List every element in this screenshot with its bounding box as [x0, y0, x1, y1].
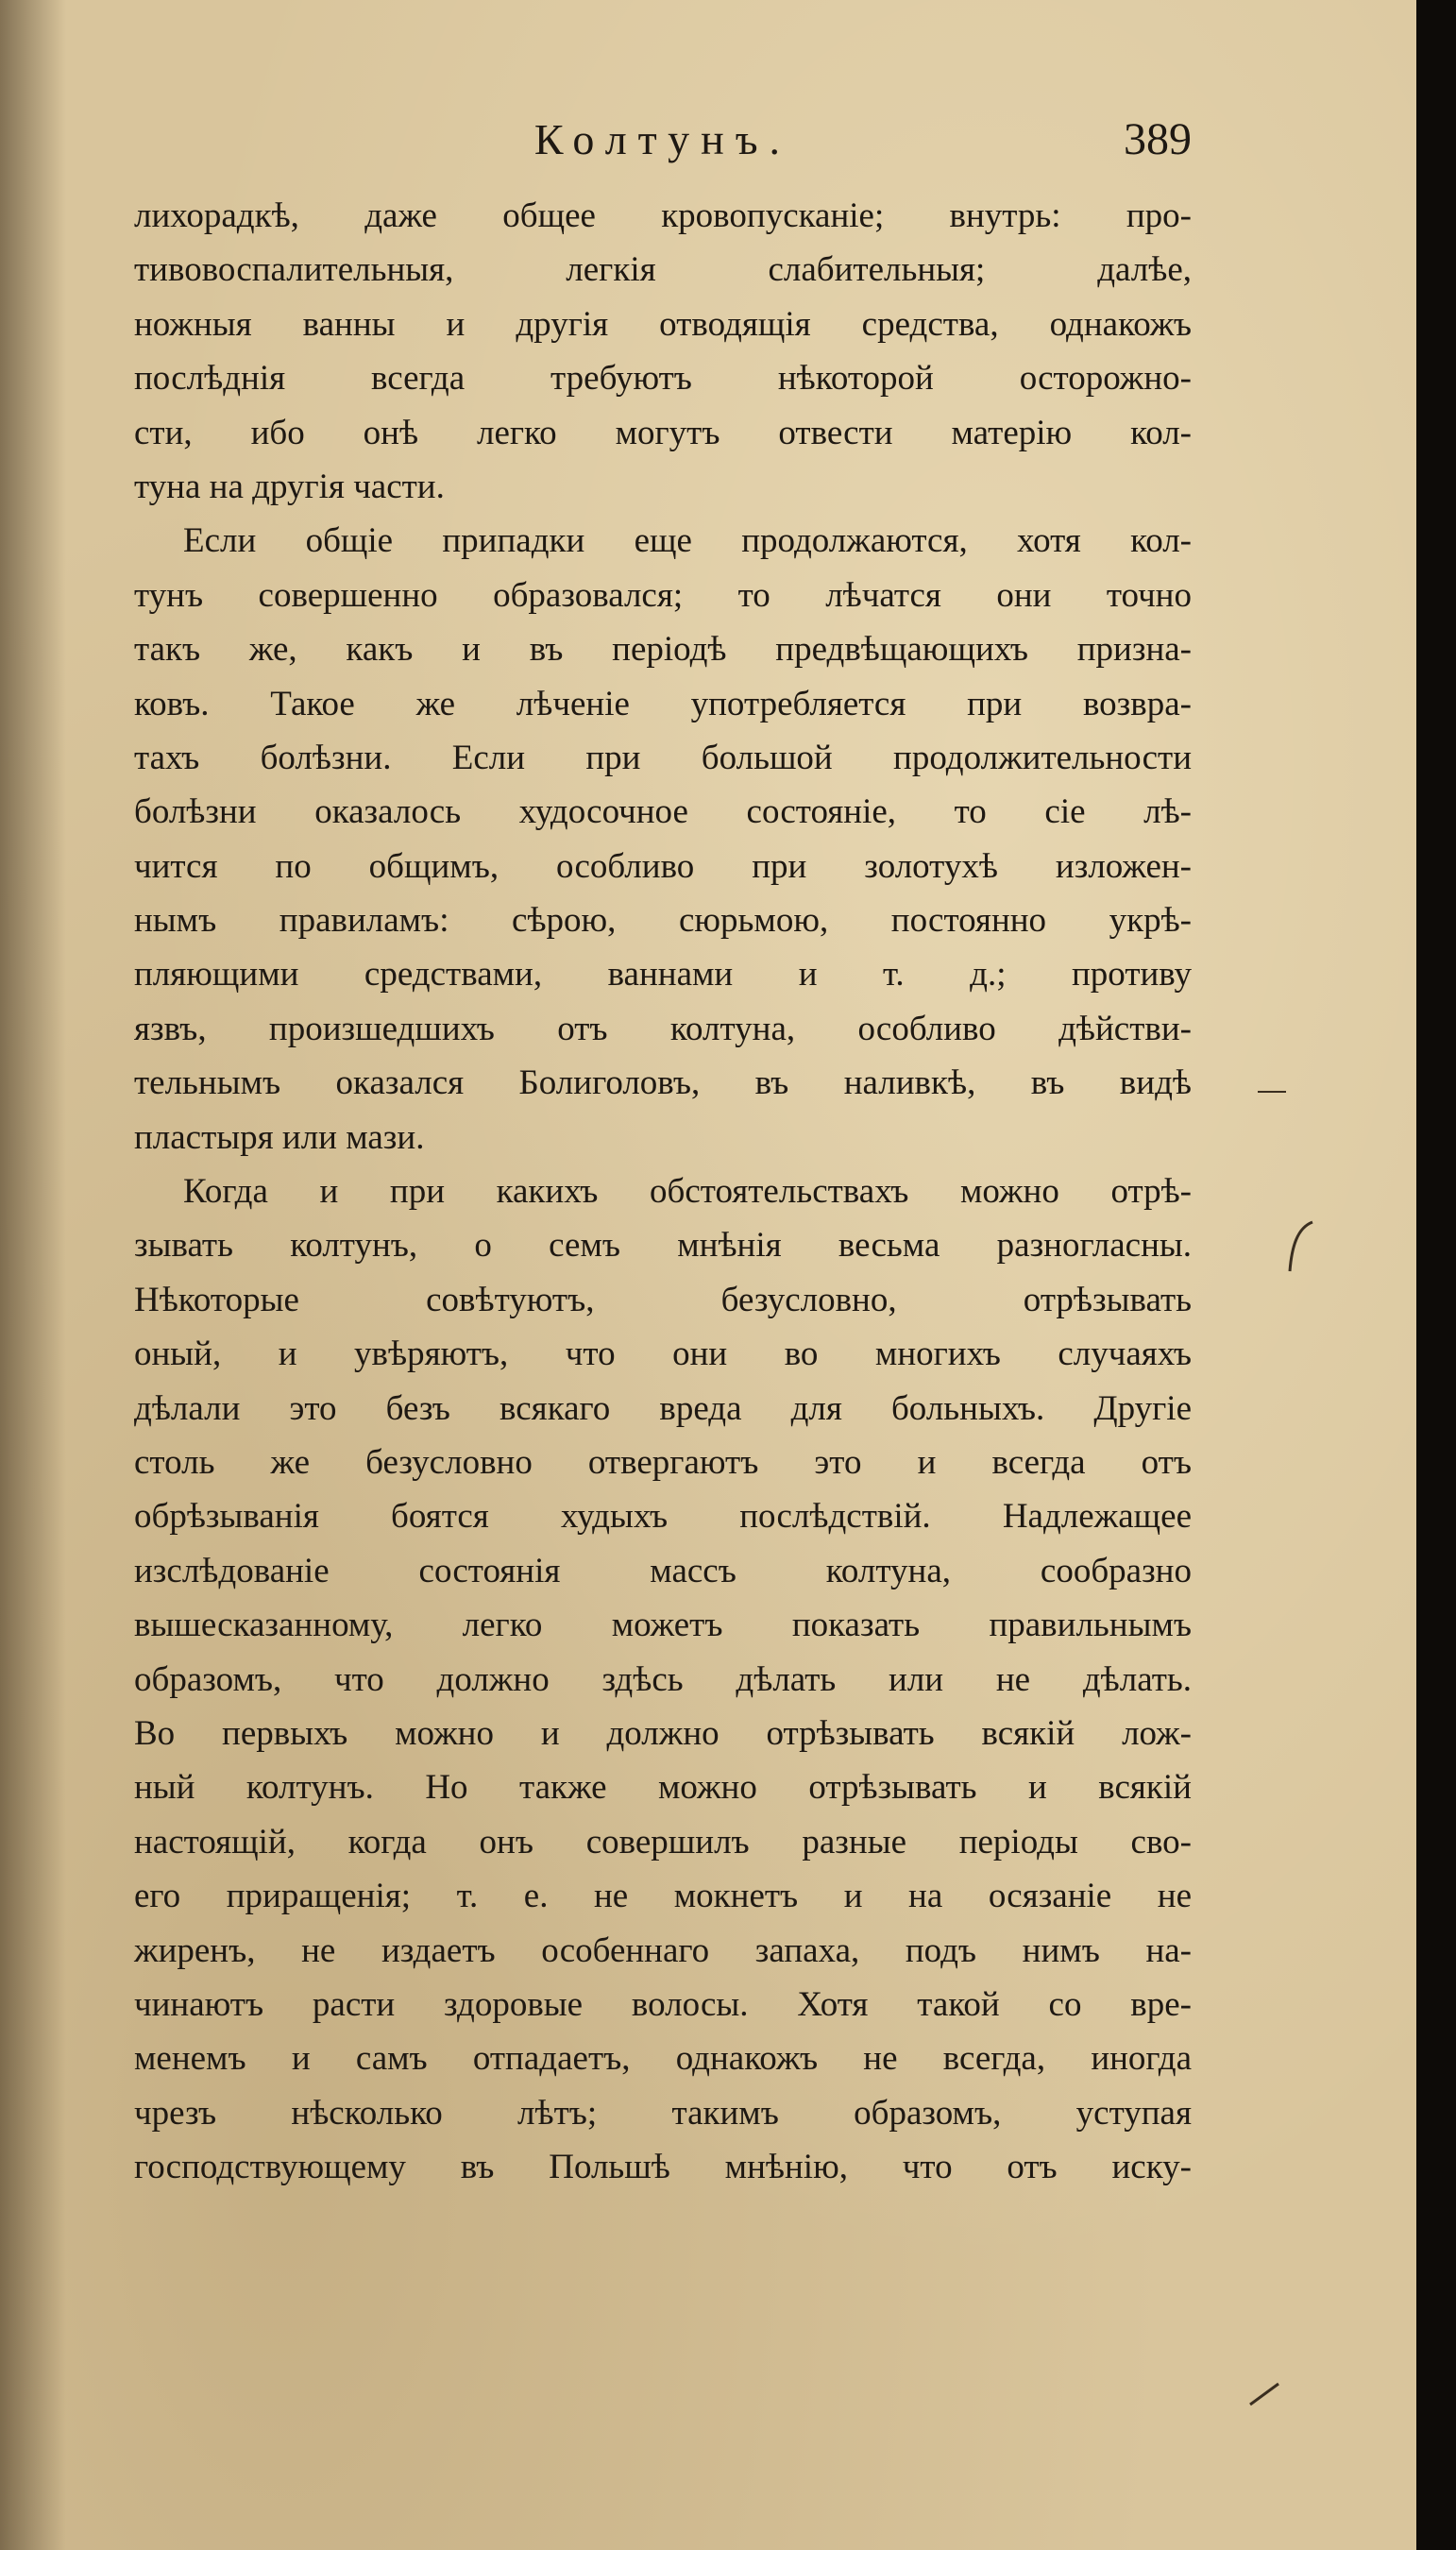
text-line: его приращенія; т. е. не мокнетъ и на осязаніе не: [134, 1877, 1192, 1916]
binding-gutter-shadow: [0, 0, 66, 2550]
margin-pencil-mark: [1256, 1086, 1288, 1097]
text-line: Если общіе припадки еще продолжаются, хотя кол-: [183, 521, 1192, 561]
text-line: настоящій, когда онъ совершилъ разные періоды сво-: [134, 1822, 1192, 1862]
text-line: господствующему въ Польшѣ мнѣнію, что отъ иску-: [134, 2148, 1192, 2187]
page-header: [134, 111, 1192, 168]
text-line: обрѣзыванія боятся худыхъ послѣдствій. Надлежащее: [134, 1497, 1192, 1537]
text-line: жиренъ, не издаетъ особеннаго запаха, подъ нимъ на-: [134, 1930, 1192, 1970]
running-title: Колтунъ.: [533, 115, 792, 163]
body-text: [134, 189, 1192, 2194]
margin-pencil-mark: [1284, 1218, 1322, 1275]
page-number: 389: [1124, 114, 1192, 164]
text-line: туна на другія части.: [134, 467, 445, 506]
text-line: тахъ болѣзни. Если при большой продолжительности: [134, 738, 1192, 777]
text-line: язвъ, произшедшихъ отъ колтуна, особливо дѣйстви-: [134, 1009, 1192, 1048]
text-line: послѣднія всегда требуютъ нѣкоторой осторожно-: [134, 359, 1192, 399]
paragraph-3: [134, 1164, 1192, 2194]
text-line: образомъ, что должно здѣсь дѣлать или не дѣлать.: [134, 1659, 1192, 1699]
text-line: чится по общимъ, особливо при золотухѣ изложен-: [134, 846, 1192, 886]
text-line: болѣзни оказалось худосочное состояніе, то сіе лѣ-: [134, 792, 1192, 832]
text-line: тивовоспалительныя, легкія слабительныя; далѣе,: [134, 250, 1192, 290]
text-line: пляющими средствами, ваннами и т. д.; противу: [134, 955, 1192, 994]
text-line: дѣлали это безъ всякаго вреда для больныхъ. Другіе: [134, 1388, 1192, 1428]
text-line: Нѣкоторые совѣтуютъ, безусловно, отрѣзывать: [134, 1280, 1192, 1319]
text-line: нымъ правиламъ: сѣрою, сюрьмою, постоянно укрѣ-: [134, 901, 1192, 941]
margin-pencil-mark: [1246, 2380, 1284, 2408]
text-line: вышесказанному, легко можетъ показать правильнымъ: [134, 1606, 1192, 1645]
text-line: тунъ совершенно образовался; то лѣчатся они точно: [134, 575, 1192, 615]
text-line: ный колтунъ. Но также можно отрѣзывать и всякій: [134, 1768, 1192, 1808]
text-line: лихорадкѣ, даже общее кровопусканіе; внутрь: про-: [134, 196, 1192, 235]
text-line: ножныя ванны и другія отводящія средства, однакожъ: [134, 304, 1192, 344]
text-line: ковъ. Такое же лѣченіе употребляется при возвра-: [134, 684, 1192, 723]
text-line: Во первыхъ можно и должно отрѣзывать всякій лож-: [134, 1713, 1192, 1753]
text-line: пластыря или мази.: [134, 1117, 425, 1157]
text-line: изслѣдованіе состоянія массъ колтуна, сообразно: [134, 1551, 1192, 1590]
paragraph-1: [134, 189, 1192, 514]
text-line: такъ же, какъ и въ періодѣ предвѣщающихъ призна-: [134, 630, 1192, 670]
text-line: Когда и при какихъ обстоятельствахъ можно отрѣ-: [183, 1172, 1192, 1212]
text-line: чрезъ нѣсколько лѣтъ; такимъ образомъ, уступая: [134, 2093, 1192, 2133]
text-line: чинаютъ расти здоровые волосы. Хотя такой со вре-: [134, 1984, 1192, 2024]
text-line: тельнымъ оказался Болиголовъ, въ наливкѣ, въ видѣ: [134, 1063, 1192, 1103]
text-line: оный, и увѣряютъ, что они во многихъ случаяхъ: [134, 1334, 1192, 1374]
text-line: столь же безусловно отвергаютъ это и всегда отъ: [134, 1442, 1192, 1482]
paragraph-2: [134, 514, 1192, 1164]
text-line: сти, ибо онѣ легко могутъ отвести матерію кол-: [134, 413, 1192, 452]
text-line: зывать колтунъ, о семъ мнѣнія весьма разногласны.: [134, 1226, 1192, 1266]
text-line: менемъ и самъ отпадаетъ, однакожъ не всегда, иногда: [134, 2039, 1192, 2079]
